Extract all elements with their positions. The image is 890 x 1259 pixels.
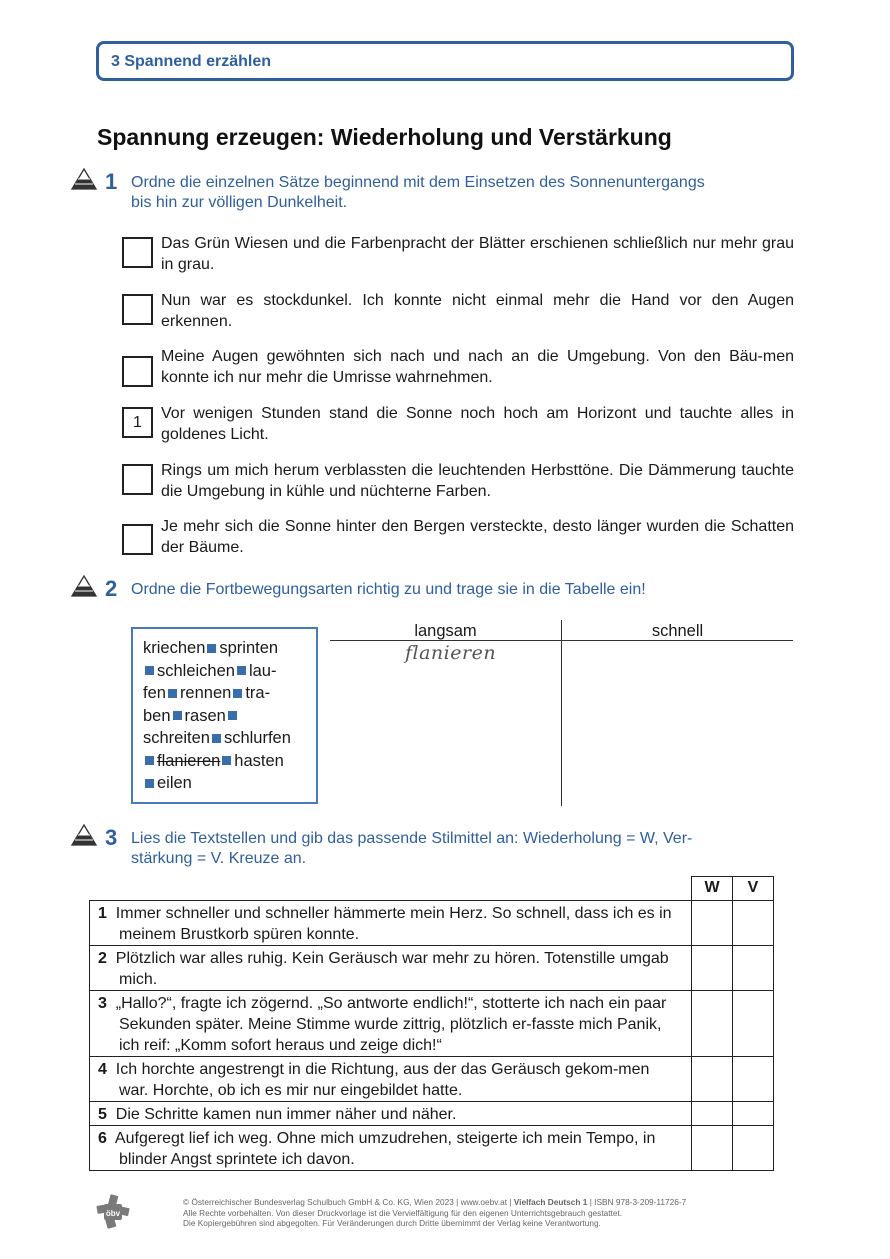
order-number-box[interactable] — [122, 524, 153, 555]
footer-copyright: © Österreichischer Bundesverlag Schulbuch GmbH & Co. KG, Wien 2023 | www.oebv.at | Vielfach Deutsch 1 | ISBN 978-3-209-11726-7 Alle Rechte vorbehalten. Von dieser Druckvorlage ist die Vervielfältigung für den eigenen Unterrichtsgebrauch gestattet. Die Kopiergebühren sind abgegolten. Für Veränderungen durch Dritte übernimmt der Verlag keine Verantwortung. — [183, 1197, 687, 1228]
table-row: 6 Aufgeregt lief ich weg. Ohne mich umzudrehen, steigerte ich mein Tempo, in blinder Angst sprintete ich davon. — [90, 1126, 774, 1171]
square-bullet-icon — [233, 689, 242, 698]
order-number-box[interactable]: 1 — [122, 407, 153, 438]
square-bullet-icon — [237, 666, 246, 675]
task-number: 1 — [105, 169, 118, 194]
difficulty-triangle-icon — [71, 824, 97, 846]
sentence-text: Vor wenigen Stunden stand die Sonne noch hoch am Horizont und tauchte alles in goldenes Licht. — [161, 405, 794, 443]
square-bullet-icon — [145, 666, 154, 675]
checkbox-w[interactable] — [692, 1102, 733, 1126]
sentence-text: Je mehr sich die Sonne hinter den Bergen versteckte, desto länger wurden die Schatten der Bäume. — [161, 518, 794, 556]
square-bullet-icon — [212, 734, 221, 743]
word: tra- — [245, 684, 271, 702]
table-divider — [561, 620, 562, 806]
page-title: Spannung erzeugen: Wiederholung und Verstärkung — [97, 124, 672, 150]
table-row: 2 Plötzlich war alles ruhig. Kein Geräusch war mehr zu hören. Totenstille umgab mich. — [90, 946, 774, 991]
square-bullet-icon — [207, 644, 216, 653]
checkbox-v[interactable] — [733, 901, 774, 946]
sentence-text: Meine Augen gewöhnten sich nach und nach an die Umgebung. Von den Bäu-men konnte ich nur mehr die Umrisse wahrnehmen. — [161, 348, 794, 386]
task-instruction: Lies die Textstellen und gib das passende Stilmittel an: Wiederholung = W, Ver- stärkung = V. Kreuze an. — [131, 830, 693, 867]
word-crossed-out: flanieren — [157, 751, 221, 770]
svg-text:öbv: öbv — [105, 1209, 121, 1218]
task-instruction: Ordne die einzelnen Sätze beginnend mit dem Einsetzen des Sonnenuntergangs bis hin zur völligen Dunkelheit. — [131, 174, 705, 211]
header-v: V — [733, 877, 774, 901]
checkbox-w[interactable] — [692, 1057, 733, 1102]
checkbox-w[interactable] — [692, 1126, 733, 1171]
checkbox-v[interactable] — [733, 946, 774, 991]
word: schleichen — [157, 661, 235, 680]
sentence-text: Rings um mich herum verblassten die leuchtenden Herbsttöne. Die Dämmerung tauchte die Umgebung in kühle und nüchterne Farben. — [161, 462, 794, 500]
table-row: 1 Immer schneller und schneller hämmerte mein Herz. So schnell, dass ich es in meinem Brustkorb spüren konnte. — [90, 901, 774, 946]
word: sprinten — [219, 639, 279, 657]
word: schreiten — [143, 729, 210, 747]
order-number-box[interactable] — [122, 356, 153, 387]
sentence-text: Das Grün Wiesen und die Farbenpracht der Blätter erschienen schließlich nur mehr grau in grau. — [161, 235, 794, 273]
square-bullet-icon — [228, 711, 237, 720]
order-number-box[interactable] — [122, 464, 153, 495]
word: rasen — [184, 706, 226, 725]
square-bullet-icon — [145, 779, 154, 788]
word: kriechen — [143, 639, 206, 657]
chapter-header — [96, 41, 794, 81]
word: lau- — [248, 661, 277, 680]
stilmittel-table — [89, 876, 774, 1171]
word: ben — [143, 706, 171, 725]
checkbox-v[interactable] — [733, 1126, 774, 1171]
square-bullet-icon — [222, 756, 231, 765]
word: eilen — [157, 774, 192, 792]
square-bullet-icon — [173, 711, 182, 720]
table-row: 4 Ich horchte angestrengt in die Richtung, aus der das Geräusch gekom-men war. Horchte, ob ich es mir nur eingebildet hatte. — [90, 1057, 774, 1102]
checkbox-v[interactable] — [733, 1057, 774, 1102]
order-number-box[interactable] — [122, 237, 153, 268]
table-header-row — [90, 877, 774, 901]
sentence-text: Nun war es stockdunkel. Ich konnte nicht einmal mehr die Hand vor den Augen erkennen. — [161, 292, 794, 330]
checkbox-w[interactable] — [692, 991, 733, 1057]
handwritten-entry[interactable]: flanieren — [405, 642, 497, 664]
checkbox-w[interactable] — [692, 946, 733, 991]
order-number-box[interactable] — [122, 294, 153, 325]
checkbox-v[interactable] — [733, 991, 774, 1057]
publisher-logo-icon — [96, 1194, 130, 1230]
word: fen — [143, 684, 166, 702]
task-number: 3 — [105, 825, 118, 850]
checkbox-w[interactable] — [692, 901, 733, 946]
task-instruction: Ordne die Fortbewegungsarten richtig zu und trage sie in die Tabelle ein! — [131, 581, 646, 598]
difficulty-triangle-icon — [71, 168, 97, 190]
word: hasten — [234, 751, 284, 770]
difficulty-triangle-icon — [71, 575, 97, 597]
column-header-fast: schnell — [651, 622, 704, 640]
word: rennen — [179, 684, 232, 702]
task-number: 2 — [105, 576, 118, 601]
word: schlurfen — [223, 729, 291, 747]
header-w: W — [692, 877, 733, 901]
square-bullet-icon — [168, 689, 177, 698]
checkbox-v[interactable] — [733, 1102, 774, 1126]
square-bullet-icon — [145, 756, 154, 765]
word-box — [131, 627, 318, 804]
chapter-label: 3 Spannend erzählen — [111, 53, 272, 70]
table-row: 5 Die Schritte kamen nun immer näher und näher. — [90, 1102, 774, 1126]
column-header-slow: langsam — [414, 622, 477, 640]
table-row: 3 „Hallo?“, fragte ich zögernd. „So antworte endlich!“, stotterte ich nach ein paar Sekunden später. Meine Stimme wurde zittrig, plötzlich er-fasste mich Panik, ich reif: „Komm sofort heraus und zeige dich!“ — [90, 991, 774, 1057]
